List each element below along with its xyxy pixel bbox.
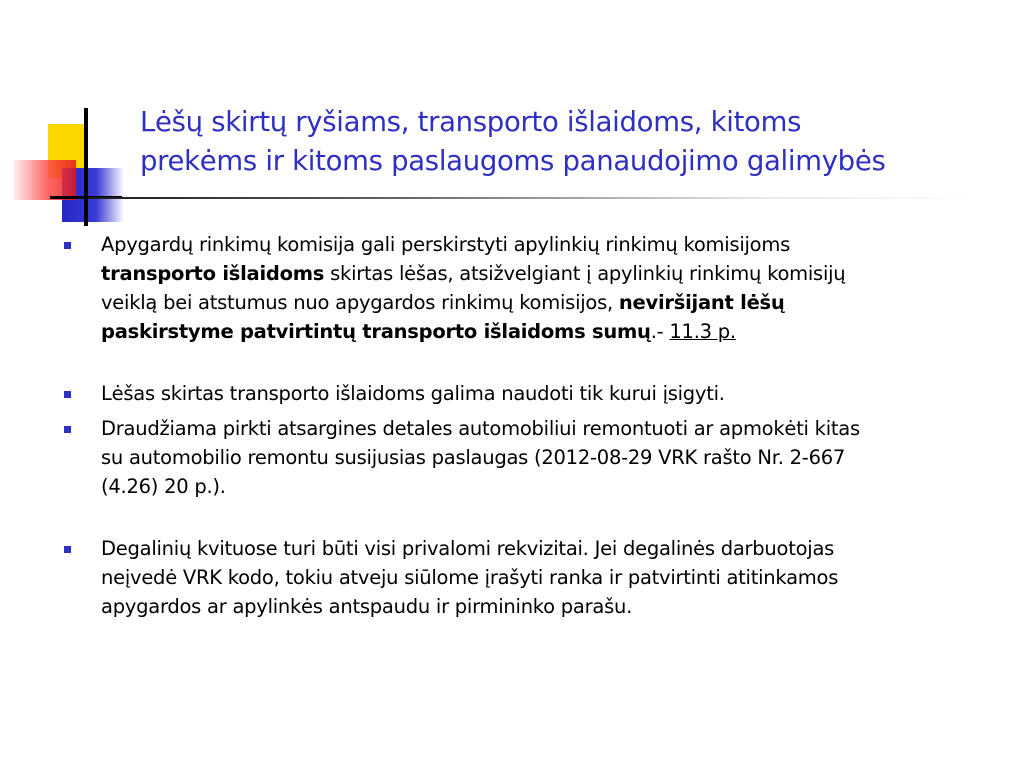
bullet-text-fragment: .- <box>650 320 670 343</box>
reference-link[interactable]: 11.3 p. <box>669 320 736 343</box>
bullet-text-line <box>101 317 982 346</box>
bullet-item-fuel-receipts <box>62 534 982 621</box>
bullet-text-line <box>101 288 982 317</box>
bullet-list <box>62 230 982 621</box>
bullet-text-line: apygardos ar apylinkės antspaudu ir pirmininko parašu. <box>101 595 633 618</box>
bullet-item-fuel-only <box>62 379 982 408</box>
bullet-text-fragment: veiklą bei atstumus nuo apygardos rinkimų komisijos, <box>101 291 619 314</box>
title-divider <box>88 197 988 199</box>
slide-title-line-1: Lėšų skirtų ryšiams, transporto išlaidoms, kitoms <box>140 106 802 138</box>
bullet-text-line: neįvedė VRK kodo, tokiu atveju siūlome įrašyti ranka ir patvirtinti atitinkamos <box>101 566 839 589</box>
bullet-text-line: su automobilio remontu susijusias paslaugas (2012-08-29 VRK rašto Nr. 2-667 <box>101 446 846 469</box>
bullet-text-line: Apygardų rinkimų komisija gali perskirstyti apylinkių rinkimų komisijoms <box>101 233 790 256</box>
bullet-text-line: Draudžiama pirkti atsargines detales automobiliui remontuoti ar apmokėti kitas <box>101 417 860 440</box>
bold-phrase: transporto išlaidoms <box>101 262 325 285</box>
slide-logo-graphic <box>0 0 140 230</box>
bullet-square-icon <box>64 546 71 553</box>
bullet-text-line <box>101 259 982 288</box>
bullet-text-line: Degalinių kvituose turi būti visi privalomi rekvizitai. Jei degalinės darbuotojas <box>101 537 835 560</box>
bullet-text-line: Lėšas skirtas transporto išlaidoms galima naudoti tik kurui įsigyti. <box>101 382 725 405</box>
bullet-square-icon <box>64 391 71 398</box>
slide-title-line-2: prekėms ir kitoms paslaugoms panaudojimo galimybės <box>140 145 886 177</box>
bullet-text-line: (4.26) 20 p.). <box>101 475 226 498</box>
slide-title <box>140 103 1000 181</box>
logo-vertical-line <box>84 108 88 226</box>
bold-phrase: neviršijant lėšų <box>618 291 785 314</box>
bullet-item-transport-redistribution <box>62 230 982 346</box>
bullet-square-icon <box>64 426 71 433</box>
bullet-item-repair-prohibited <box>62 414 982 501</box>
bullet-text-fragment: skirtas lėšas, atsižvelgiant į apylinkių rinkimų komisijų <box>324 262 846 285</box>
bullet-square-icon <box>64 242 71 249</box>
bold-phrase: paskirstyme patvirtintų transporto išlaidoms sumų <box>101 320 651 343</box>
logo-red-square <box>14 160 76 200</box>
